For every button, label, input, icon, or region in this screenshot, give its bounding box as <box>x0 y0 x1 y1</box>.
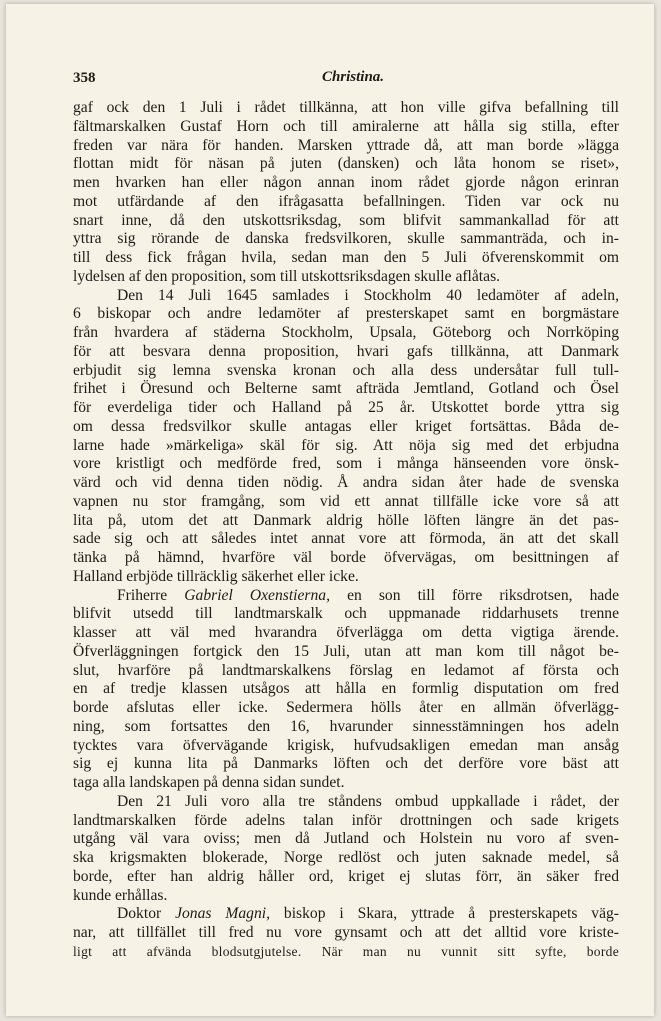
text-line: erbjudit sig lemna svenska kronan och alla dess undersåtar full tull- <box>73 361 619 379</box>
text-line: Halland erbjöde tillräcklig säkerhet eller icke. <box>73 567 359 585</box>
text-line: ska krigsmakten blokerade, Norge redlöst och juten saknade medel, så <box>73 849 619 866</box>
text-line: vapnen nu stor framgång, som vid ett annat tillfälle icke vore så att <box>73 492 619 510</box>
text-line: 6 biskopar och andre ledamöter af presterskapet samt en borgmästare <box>73 305 619 323</box>
text-line: tycktes vara öfvervägande krigisk, hufvudsakligen emedan man ansåg <box>73 736 619 754</box>
page-number: 358 <box>73 70 96 86</box>
text-line: utgång väl vara oviss; men då Jutland och Holstein nu voro af sven- <box>73 830 619 848</box>
text-line: till dess fick frågan hvila, sedan man den 5 Juli öfverenskommit om <box>73 249 619 266</box>
text-line: från hvardera af städerna Stockholm, Upsala, Göteborg och Norrköping <box>73 324 619 341</box>
text-line: Den 14 Juli 1645 samlades i Stockholm 40 ledamöter af adeln, <box>117 286 619 304</box>
text-line: nar, att tillfället till fred nu vore gynsamt och att det alltid vore kriste- <box>73 924 619 941</box>
text-line: freden var nära för handen. Marsken yttrade då, att man borde »lägga <box>73 136 619 154</box>
text-line: gaf ock den 1 Juli i rådet tillkänna, att hon ville gifva befallning till <box>73 99 619 116</box>
text-line: taga alla landskapen på denna sidan sundet. <box>73 774 345 791</box>
text-line: sig ej kunna lita på Danmarks löften och det derföre vore bäst att <box>73 755 619 773</box>
person-name: Jonas Magni, <box>175 905 271 923</box>
running-title: Christina. <box>321 69 385 85</box>
text-line: sade sig och att således intet annat vore att förmoda, än att det skall <box>73 530 619 548</box>
text-line: en af tredje klassen utsågos att hålla en formlig disputation om fred <box>73 680 619 698</box>
text-line: blifvit utsedd till landtmarskalk och uppmanade riddarhusets trenne <box>73 605 619 623</box>
text-line: lita på, utom det att Danmark aldrig hölle löften längre än det pas- <box>73 511 619 529</box>
page-header <box>6 4 654 94</box>
book-page <box>6 4 654 1016</box>
text-line: för att besvara denna proposition, hvari gafs tillkänna, att Danmark <box>73 342 619 360</box>
text-segment: Friherre <box>117 586 185 604</box>
text-line: fältmarskalken Gustaf Horn och till amiralerne att hålla sig stilla, efter <box>73 117 619 135</box>
text-line: mot utfärdande af den ifrågasatta befallningen. Tiden var ock nu <box>73 192 619 210</box>
text-line: klasser att väl med hvarandra öfverlägga om detta vigtiga ärende. <box>73 624 619 641</box>
text-line: snart inne, då den utskottsriksdag, som blifvit sammankallad för att <box>73 211 619 229</box>
text-line: om dessa fredsvilkor skulle antagas eller kriget fortsättas. Båda de- <box>73 417 619 435</box>
text-line: flottan midt för näsan på juten (dansken) och låta honom se riset», <box>73 155 619 173</box>
text-line: Den 21 Juli voro alla tre ståndens ombud uppkallade i rådet, der <box>117 792 619 810</box>
text-line: borde afslutas eller icke. Sedermera hölls åter en allmän öfverlägg- <box>73 699 619 716</box>
text-line: vore kristligt och medförde fred, som i många hänseenden vore önsk- <box>73 455 619 473</box>
text-segment: Doktor <box>117 905 176 923</box>
text-line <box>73 905 619 924</box>
text-line: tänka på hämnd, hvarföre väl borde öfvervägas, om besittningen af <box>73 549 619 566</box>
text-line: för everdeliga tider och Halland på 25 år. Utskottet borde yttra sig <box>73 399 619 416</box>
person-name: Gabriel Oxenstierna, <box>184 586 330 604</box>
text-line: ligt att afvända blodsutgjutelse. När man nu vunnit sitt syfte, borde <box>73 943 619 959</box>
text-line: frihet i Öresund och Belterne samt afträda Jemtland, Gotland och Ösel <box>73 380 619 398</box>
body-text <box>73 99 619 962</box>
text-line: larne hade »märkeliga» skäl för sig. Att nöja sig med det erbjudna <box>73 436 619 454</box>
text-line: kunde erhållas. <box>73 886 168 904</box>
text-line: ning, som fortsattes den 16, hvarunder sinnesstämningen hos adeln <box>73 717 619 735</box>
text-segment: en son till förre riksdrotsen, hade <box>330 586 619 604</box>
text-line: landtmarskalken förde adelns talan inför drottningen och sade krigets <box>73 811 619 829</box>
text-line: borde, efter han aldrig håller ord, kriget ej slutas förr, än säker fred <box>73 867 619 885</box>
text-line: värd och vid denna tiden nödig. Å andra sidan åter hade de svenska <box>73 474 619 491</box>
text-line: slut, hvarföre på landtmarskalkens förslag en ledamot af första och <box>73 661 619 679</box>
text-line <box>73 587 619 606</box>
text-line: Öfverläggningen fortgick den 15 Juli, utan att man kom till något be- <box>73 642 619 660</box>
text-line: men hvarken han eller någon annan inom rådet gjorde någon erinran <box>73 174 619 191</box>
text-segment: biskop i Skara, yttrade å presterskapets väg- <box>270 905 619 923</box>
text-line: lydelsen af den proposition, som till utskottsriksdagen skulle aflåtas. <box>73 267 501 285</box>
text-line: yttra sig rörande de danska fredsvilkoren, skulle sammanträda, och in- <box>73 230 619 248</box>
